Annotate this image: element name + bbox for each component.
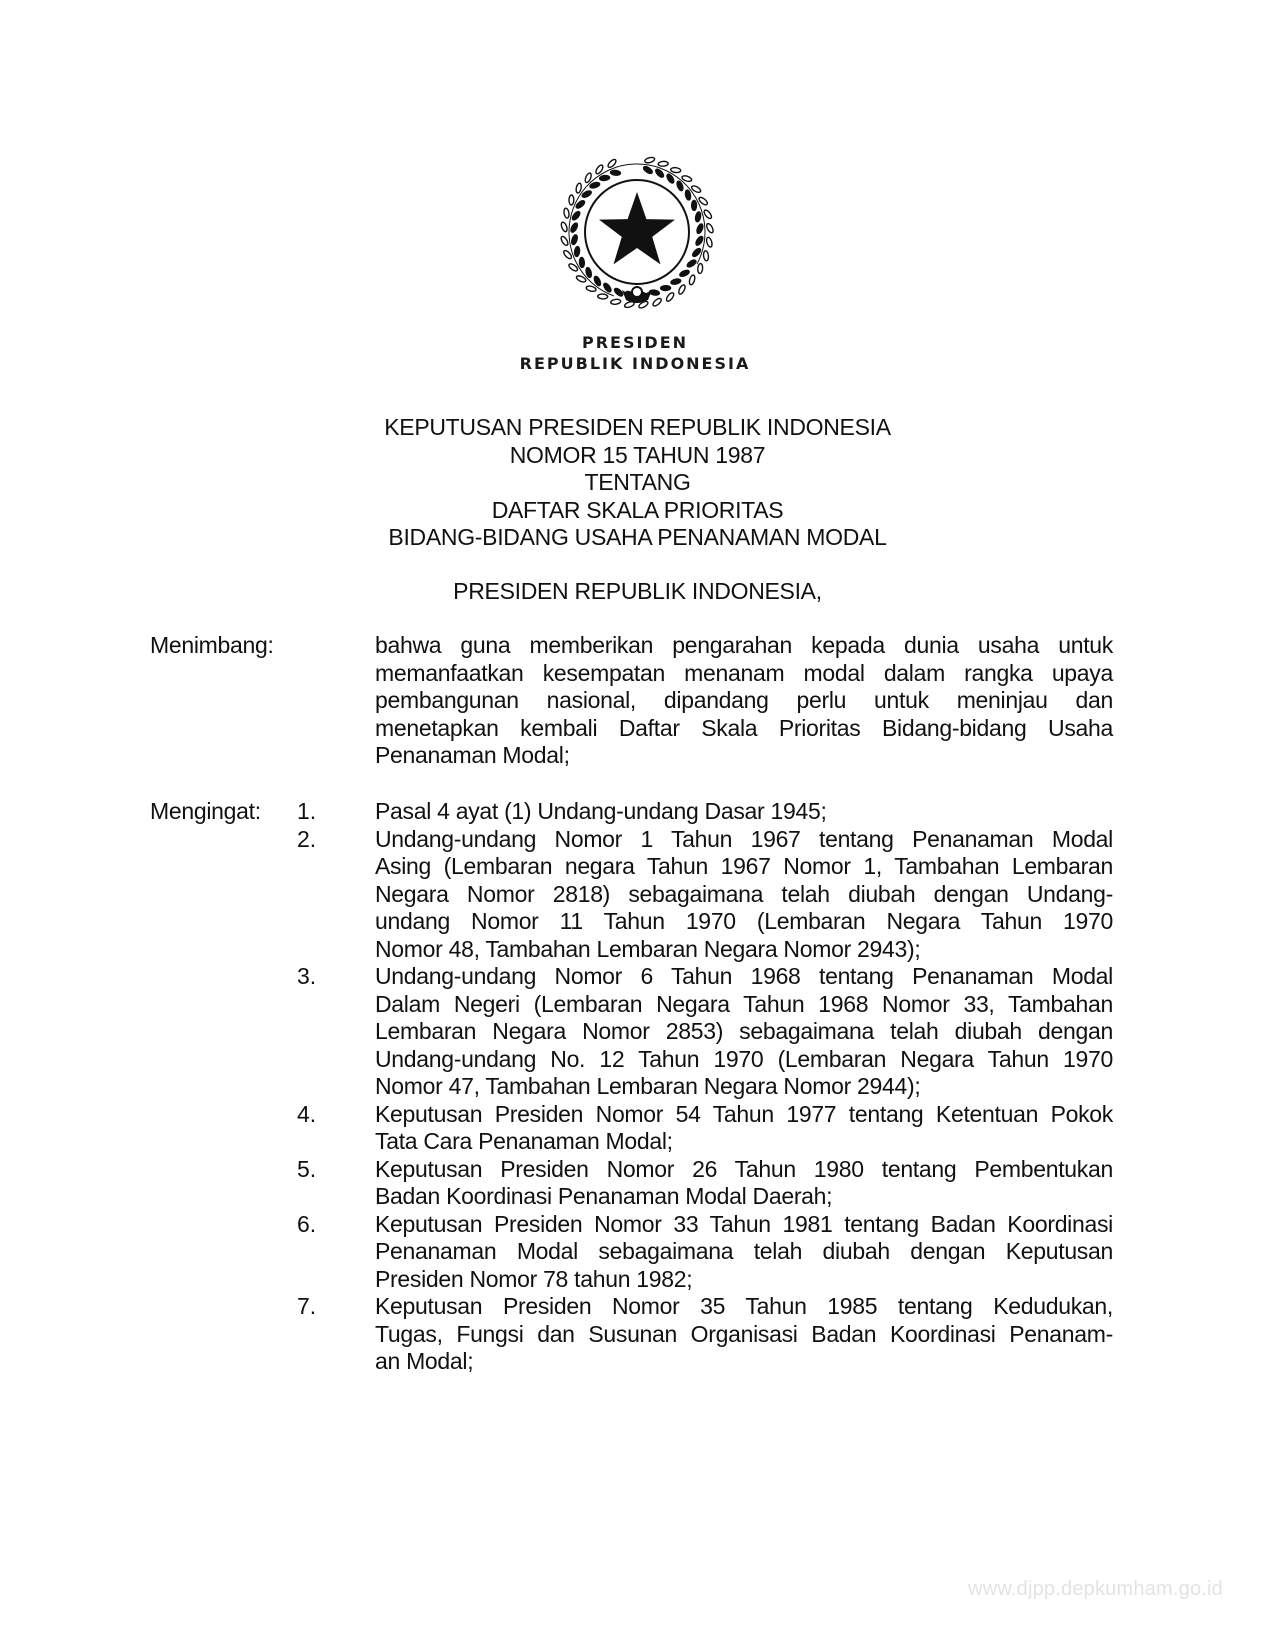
text-line: Penanaman Modal;	[375, 742, 570, 768]
item-number: 1.	[297, 798, 317, 824]
mengingat-item	[375, 798, 1113, 826]
mengingat-item	[375, 826, 1113, 964]
title-line: BIDANG-BIDANG USAHA PENANAMAN MODAL	[388, 524, 887, 550]
text-line: Pasal 4 ayat (1) Undang-undang Dasar 1945;	[375, 798, 827, 824]
item-number: 7.	[297, 1293, 317, 1319]
text-line: Presiden Nomor 78 tahun 1982;	[375, 1265, 693, 1292]
text-line: Keputusan Presiden Nomor 33 Tahun 1981 tentang Badan Koordinasi	[375, 1210, 1113, 1237]
text-line: memanfaatkan kesempatan menanam modal dalam rangka upaya	[375, 659, 1113, 686]
title-line: KEPUTUSAN PRESIDEN REPUBLIK INDONESIA	[384, 414, 891, 440]
text-line: an Modal;	[375, 1348, 474, 1374]
text-line: Keputusan Presiden Nomor 26 Tahun 1980 tentang Pembentukan	[375, 1155, 1113, 1182]
text-line: Tata Cara Penanaman Modal;	[375, 1128, 673, 1154]
text-line: undang Nomor 11 Tahun 1970 (Lembaran Negara Tahun 1970	[375, 908, 1113, 934]
mengingat-item	[375, 1211, 1113, 1294]
text-line: Undang-undang Nomor 1 Tahun 1967 tentang Penanaman Modal	[375, 825, 1113, 852]
mengingat-item	[375, 1156, 1113, 1211]
mengingat-item	[375, 963, 1113, 1101]
item-number: 5.	[297, 1155, 317, 1182]
text-line: Tugas, Fungsi dan Susunan Organisasi Badan Koordinasi Penanam-	[375, 1320, 1113, 1347]
mengingat-item	[375, 1293, 1113, 1376]
item-number: 3.	[297, 963, 317, 989]
text-line: Undang-undang Nomor 6 Tahun 1968 tentang Penanaman Modal	[375, 963, 1113, 989]
item-number: 2.	[297, 825, 317, 852]
website-watermark: www.djpp.depkumham.go.id	[968, 1578, 1223, 1600]
title-line: TENTANG	[584, 469, 691, 495]
text-line: Undang-undang No. 12 Tahun 1970 (Lembaran Negara Tahun 1970	[375, 1045, 1113, 1072]
text-line: Keputusan Presiden Nomor 54 Tahun 1977 tentang Ketentuan Pokok	[375, 1100, 1113, 1127]
text-line: pembangunan nasional, dipandang perlu untuk meninjau dan	[375, 687, 1113, 713]
text-line: Nomor 48, Tambahan Lembaran Negara Nomor 2943);	[375, 935, 921, 962]
menimbang-label: Menimbang:	[150, 632, 274, 658]
text-line: Badan Koordinasi Penanaman Modal Daerah;	[375, 1183, 833, 1209]
text-line: Nomor 47, Tambahan Lembaran Negara Nomor 2944);	[375, 1073, 921, 1099]
seal-caption-republic: REPUBLIK INDONESIA	[519, 354, 751, 373]
decree-title	[300, 414, 975, 552]
title-line: DAFTAR SKALA PRIORITAS	[491, 496, 784, 523]
presidential-emblem-icon	[552, 150, 722, 320]
mengingat-item	[375, 1101, 1113, 1156]
text-line: Dalam Negeri (Lembaran Negara Tahun 1968 Nomor 33, Tambahan	[375, 990, 1113, 1017]
menimbang-paragraph	[375, 632, 1113, 770]
text-line: Keputusan Presiden Nomor 35 Tahun 1985 tentang Kedudukan,	[375, 1293, 1113, 1319]
mengingat-label: Mengingat:	[150, 798, 261, 824]
text-line: Negara Nomor 2818) sebagaimana telah diubah dengan Undang-	[375, 880, 1113, 907]
text-line: Penanaman Modal sebagaimana telah diubah dengan Keputusan	[375, 1238, 1113, 1264]
item-number: 4.	[297, 1100, 317, 1127]
seal-caption-president: PRESIDEN	[581, 333, 689, 352]
text-line: menetapkan kembali Daftar Skala Prioritas Bidang-bidang Usaha	[375, 714, 1113, 741]
president-heading: PRESIDEN REPUBLIK INDONESIA,	[453, 578, 822, 604]
item-number: 6.	[297, 1210, 317, 1237]
text-line: bahwa guna memberikan pengarahan kepada dunia usaha untuk	[375, 632, 1113, 658]
text-line: Asing (Lembaran negara Tahun 1967 Nomor 1, Tambahan Lembaran	[375, 853, 1113, 879]
title-line: NOMOR 15 TAHUN 1987	[509, 441, 766, 468]
text-line: Lembaran Negara Nomor 2853) sebagaimana telah diubah dengan	[375, 1018, 1113, 1044]
